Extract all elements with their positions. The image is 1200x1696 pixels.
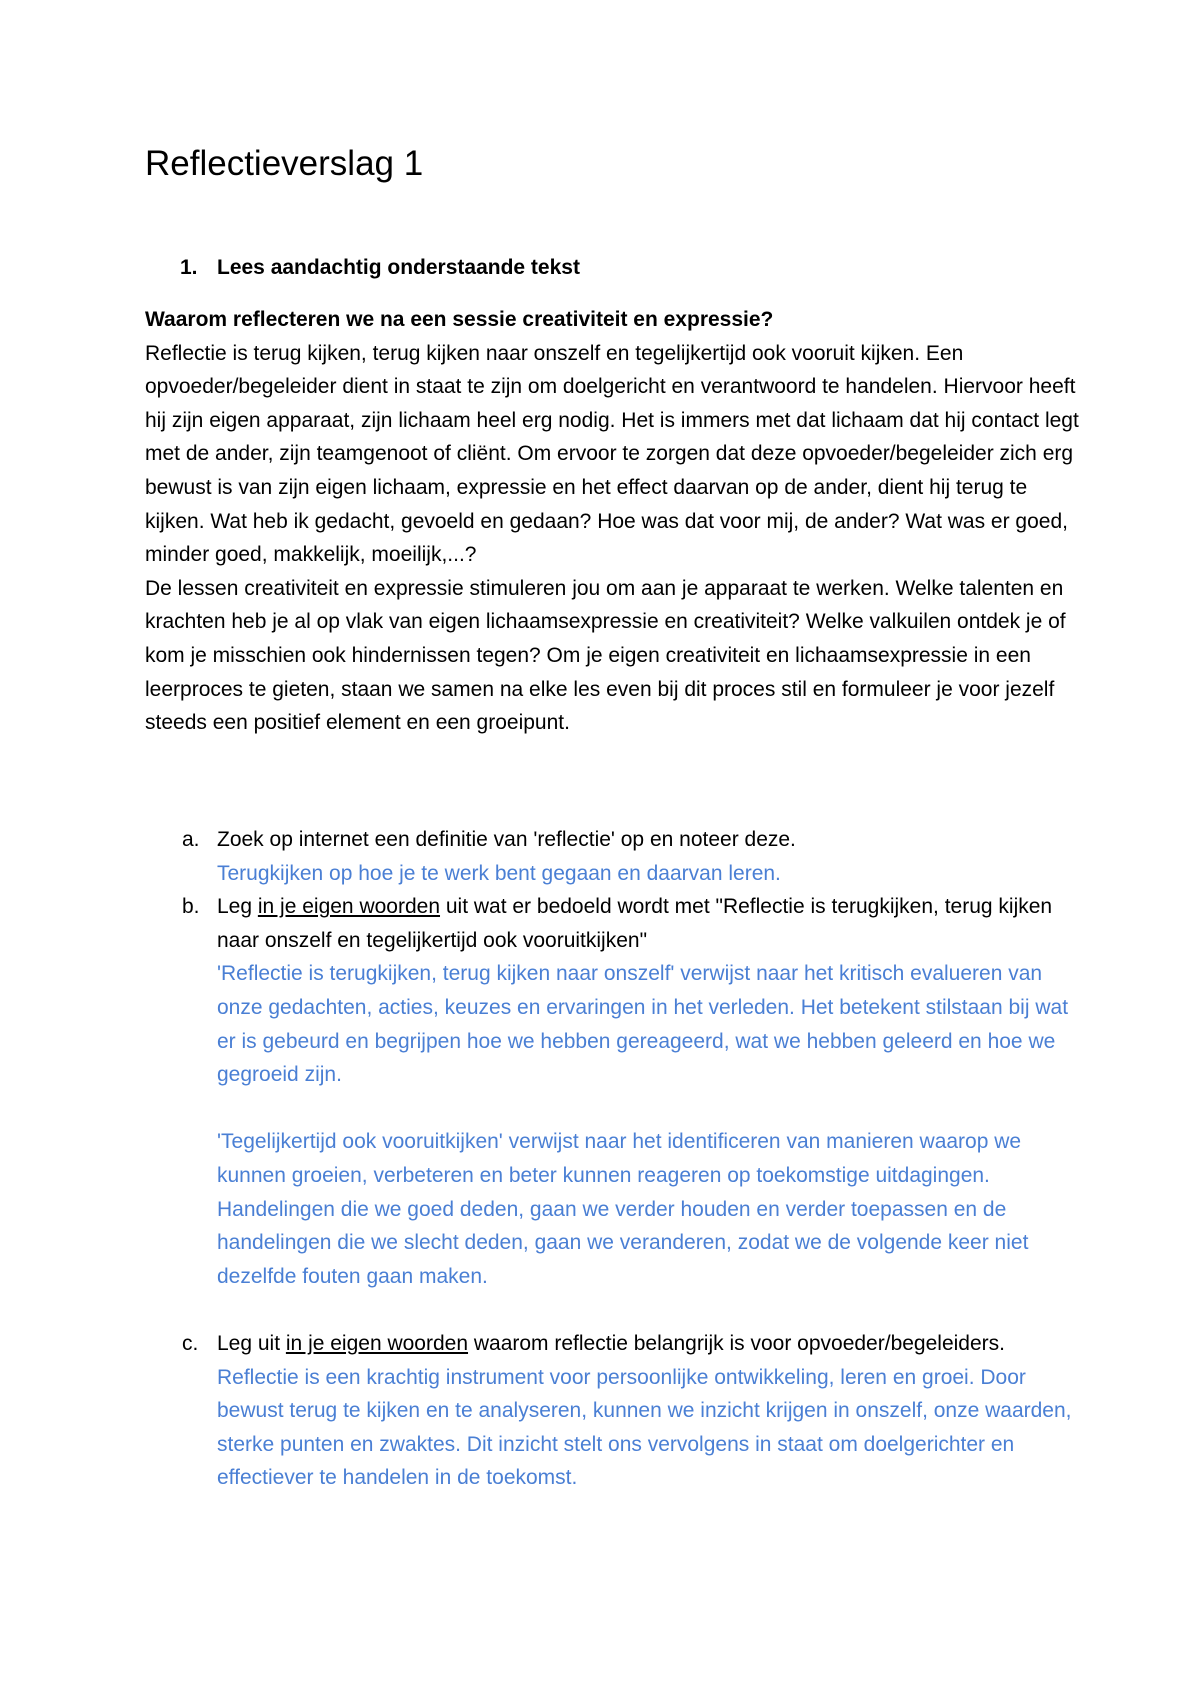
paragraph-gap: [217, 1092, 1085, 1126]
list-marker: b.: [182, 895, 200, 919]
item-answer: [217, 957, 1085, 1293]
intro-paragraph: De lessen creativiteit en expressie stimuleren jou om aan je apparaat te werken. Welke talenten en krachten heb je al op vlak van eigen lichaamsexpressie en creativiteit? Welke valkuilen ontdek je of kom je misschien ook hindernissen tegen? Om je eigen creativiteit en lichaamsexpressie in een leerproces te gieten, staan we samen na elke les even bij dit proces stil en formuleer je voor jezelf steeds een positief element en een groeipunt.: [145, 576, 1066, 735]
prompt-underlined: in je eigen woorden: [285, 1331, 469, 1355]
answer-paragraph: Terugkijken op hoe je te werk bent gegaan en daarvan leren.: [217, 861, 781, 885]
list-marker: c.: [182, 1331, 199, 1355]
item-answer: [217, 857, 1085, 891]
intro-block: [145, 303, 1085, 740]
paragraph-gap: [217, 1293, 1085, 1327]
list-marker: a.: [182, 828, 200, 851]
document-title: Reflectieverslag 1: [145, 144, 424, 183]
list-item: [145, 890, 1085, 1327]
list-item: [145, 1327, 1085, 1495]
item-answer: [217, 1361, 1085, 1495]
question-heading: Waarom reflecteren we na een sessie creativiteit en expressie?: [145, 308, 774, 331]
answer-paragraph: Reflectie is een krachtig instrument voor persoonlijke ontwikkeling, leren en groei. Door bewust terug te kijken en te analyseren, kunnen we inzicht krijgen in onszelf, onze waarden, sterke punten en zwaktes. Dit inzicht stelt ons vervolgens in staat om doelgerichter en effectiever te handelen in de toekomst.: [217, 1365, 1072, 1490]
item-prompt: [217, 1327, 1085, 1361]
intro-paragraph: Reflectie is terug kijken, terug kijken naar onszelf en tegelijkertijd ook vooruit kijken. Een opvoeder/begeleider dient in staat te zijn om doelgericht en verantwoord te handelen. Hiervoor heeft hij zijn eigen apparaat, zijn lichaam heel erg nodig. Het is immers met dat lichaam dat hij contact legt met de ander, zijn teamgenoot of cliënt. Om ervoor te zorgen dat deze opvoeder/begeleider zich erg bewust is van zijn eigen lichaam, expressie en het effect daarvan op de ander, dient hij terug te kijken. Wat heb ik gedacht, gevoeld en gedaan? Hoe was dat voor mij, de ander? Wat was er goed, minder goed, makkelijk, moeilijk,...?: [145, 341, 1079, 567]
question-list: [145, 823, 1085, 1495]
item-prompt: [217, 890, 1085, 957]
prompt-text: Leg: [217, 895, 258, 919]
item-prompt: Zoek op internet een definitie van 'reflectie' op en noteer deze.: [217, 828, 796, 851]
prompt-text: Leg uit: [217, 1331, 286, 1355]
prompt-text: waarom reflectie belangrijk is voor opvoeder/begeleiders.: [468, 1331, 1005, 1355]
list-item: [145, 823, 1085, 890]
section-heading-text: Lees aandachtig onderstaande tekst: [217, 256, 580, 279]
answer-paragraph: 'Tegelijkertijd ook vooruitkijken' verwijst naar het identificeren van manieren waarop we kunnen groeien, verbeteren en beter kunnen reageren op toekomstige uitdagingen. Handelingen die we goed deden, gaan we verder houden en verder toepassen en de handelingen die we slecht deden, gaan we veranderen, zodat we de volgende keer niet dezelfde fouten gaan maken.: [217, 1130, 1029, 1288]
answer-paragraph: 'Reflectie is terugkijken, terug kijken naar onszelf' verwijst naar het kritisch evalueren van onze gedachten, acties, keuzes en ervaringen in het verleden. Het betekent stilstaan bij wat er is gebeurd en begrijpen hoe we hebben gereageerd, wat we hebben geleerd en hoe we gegroeid zijn.: [217, 962, 1069, 1087]
prompt-text: uit wat er bedoeld wordt met "Reflectie is terugkijken, terug kijken naar onszelf en tegelijkertijd ook vooruitkijken": [217, 895, 1053, 952]
prompt-underlined: in je eigen woorden: [257, 895, 441, 919]
section-number: 1.: [180, 256, 198, 279]
